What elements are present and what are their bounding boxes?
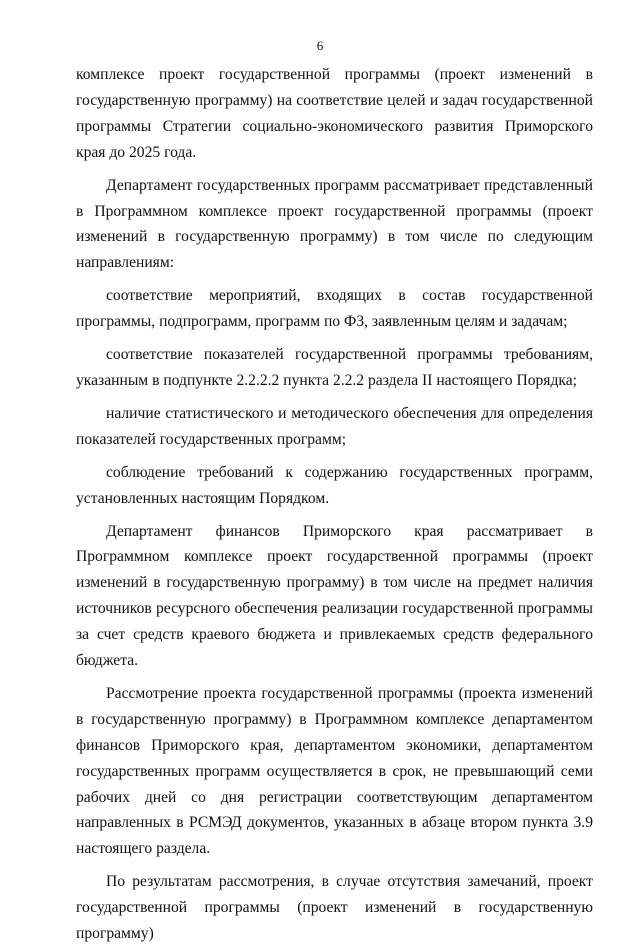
list-item-requirements: соблюдение требований к содержанию государственных программ, установленных настоящим Порядком. [76,463,593,507]
paragraph-review-results: По результатам рассмотрения, в случае отсутствия замечаний, проект государственной программы (проект изменений в государственную программу) [76,873,593,943]
paragraph-review-deadline: Рассмотрение проекта государственной программы (проекта изменений в государственную программу) в Программном комплексе департаментом финансов Приморского края, департаментом экономики, департаментом государственных программ осуществляется в срок, не превышающий семи рабочих дней со дня регистрации соответствующим департаментом направленных в РСМЭД документов, указанных в абзаце втором пункта 3.9 настоящего раздела. [76,684,593,858]
list-item-indicators: соответствие показателей государственной программы требованиям, указанным в подпункте 2.2.2.2 пункта 2.2.2 раздела II настоящего Порядка; [76,346,593,389]
list-item-activities: соответствие мероприятий, входящих в состав государственной программы, подпрограмм, программ по ФЗ, заявленным целям и задачам; [76,287,593,331]
list-item-statistics: наличие статистического и методического обеспечения для определения показателей государственных программ; [76,404,593,448]
document-body [76,62,593,947]
paragraph-continuation: комплексе проект государственной программы (проект изменений в государственную программу) на соответствие целей и задач государственной программы Стратегии социально-экономического развития Приморского края до 2025 года. [76,66,593,161]
paragraph-review-directions: Департамент государственных программ рассматривает представленный в Программном комплексе проект государственной программы (проект изменений в государственную программу) в том числе по следующим направлениям: [76,176,593,272]
paragraph-finance-department: Департамент финансов Приморского края рассматривает в Программном комплексе проект государственной программы (проект изменений в государственную программу) в том числе на предмет наличия источников ресурсного обеспечения реализации государственной программы за счет средств краевого бюджета и привлекаемых средств федерального бюджета. [76,522,593,670]
page-number: 6 [316,38,324,53]
